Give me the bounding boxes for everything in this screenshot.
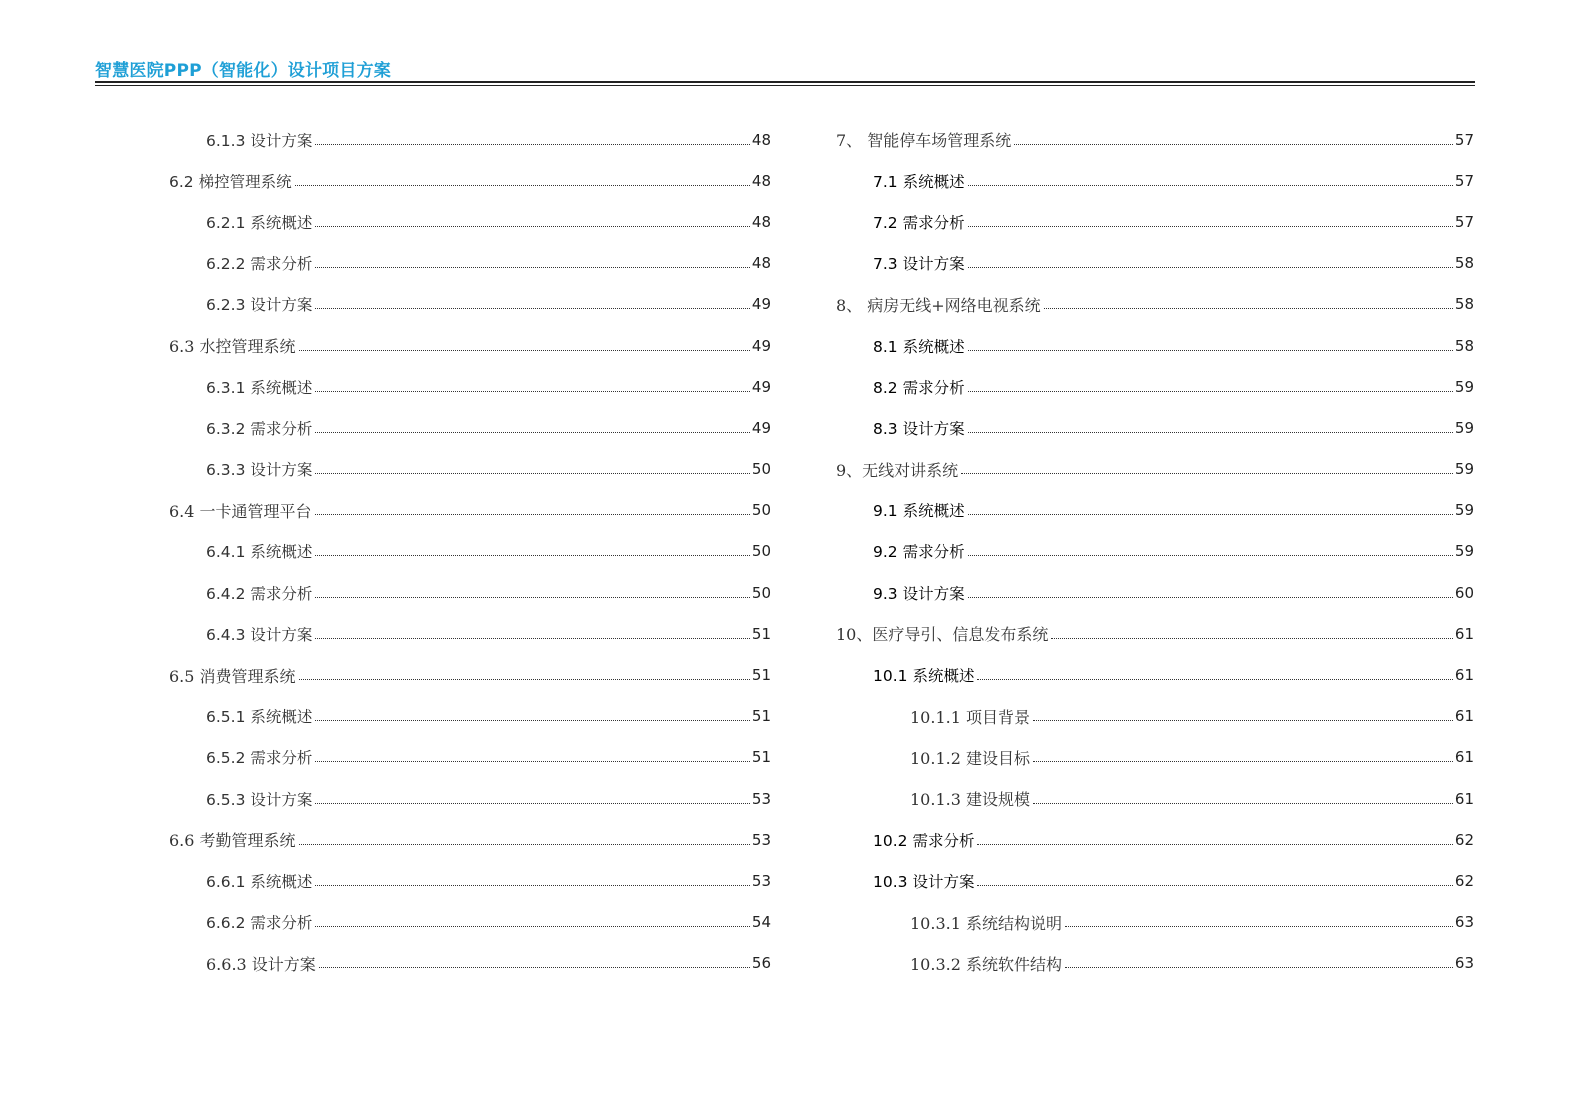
toc-dot-leader [968, 350, 1453, 351]
toc-entry[interactable] [0, 613, 1474, 654]
toc-dot-leader [1065, 926, 1453, 927]
toc-entry-label: 6.5.3 设计方案 [206, 790, 313, 809]
toc-entry-label: 6.2.2 需求分析 [206, 255, 313, 274]
toc-entry-page-number: 48 [751, 130, 771, 149]
toc-entry-label: 8、 病房无线+网络电视系统 [836, 295, 1041, 315]
toc-entry-page-number: 62 [1454, 830, 1474, 849]
toc-entry-label: 8.3 设计方案 [873, 419, 965, 438]
toc-entry-label: 6.3.2 需求分析 [206, 419, 313, 438]
toc-entry[interactable] [0, 325, 1474, 366]
toc-entry-label: 6.4.1 系统概述 [206, 543, 313, 562]
toc-entry-page-number: 61 [1454, 666, 1474, 685]
toc-entry-label: 6.6.2 需求分析 [206, 914, 313, 933]
toc-entry-page-number: 59 [1454, 460, 1474, 479]
toc-entry-label: 6.6.3 设计方案 [206, 954, 316, 974]
toc-dot-leader [968, 185, 1453, 186]
toc-entry-label: 6.5.1 系统概述 [206, 708, 313, 727]
toc-dot-leader [968, 514, 1453, 515]
toc-dot-leader [977, 885, 1452, 886]
toc-entry-page-number: 53 [751, 789, 771, 808]
toc-entry-page-number: 61 [1454, 789, 1474, 808]
toc-entry[interactable] [0, 943, 1474, 984]
toc-dot-leader [968, 267, 1453, 268]
toc-entry-page-number: 59 [1454, 377, 1474, 396]
toc-entry[interactable] [0, 737, 1474, 778]
toc-entry-page-number: 49 [751, 377, 771, 396]
toc-entry-label: 10.2 需求分析 [873, 831, 975, 850]
toc-entry[interactable] [0, 284, 1474, 325]
header-divider-thick [95, 81, 1475, 83]
toc-entry-page-number: 48 [751, 171, 771, 190]
toc-entry[interactable] [0, 407, 1474, 448]
toc-entry-label: 10.3 设计方案 [873, 872, 975, 891]
toc-entry[interactable] [0, 778, 1474, 819]
toc-entry-page-number: 59 [1454, 542, 1474, 561]
toc-entry-page-number: 57 [1454, 171, 1474, 190]
toc-entry-label: 10.1.3 建设规模 [910, 790, 1030, 810]
page-header-title: 智慧医院PPP（智能化）设计项目方案 [95, 61, 391, 81]
toc-entry-label: 7.3 设计方案 [873, 255, 965, 274]
toc-entry[interactable] [0, 243, 1474, 284]
toc-entry-page-number: 50 [751, 460, 771, 479]
toc-entry-page-number: 51 [751, 624, 771, 643]
toc-entry-label: 6.2.3 设计方案 [206, 296, 313, 315]
toc-entry-page-number: 48 [751, 212, 771, 231]
toc-entry-page-number: 50 [751, 501, 771, 520]
toc-entry-page-number: 50 [751, 542, 771, 561]
toc-entry-label: 10.1.1 项目背景 [910, 707, 1030, 727]
toc-entry-page-number: 51 [751, 666, 771, 685]
toc-entry-label: 6.2 梯控管理系统 [169, 172, 292, 191]
header-divider-thin [95, 85, 1475, 86]
toc-entry-label: 6.3 水控管理系统 [169, 337, 296, 357]
toc-entry-label: 6.6 考勤管理系统 [169, 831, 296, 851]
toc-entry[interactable] [0, 654, 1474, 695]
toc-entry-page-number: 51 [751, 707, 771, 726]
toc-entry[interactable] [0, 449, 1474, 490]
toc-entry[interactable] [0, 696, 1474, 737]
toc-entry-page-number: 62 [1454, 871, 1474, 890]
toc-dot-leader [968, 597, 1453, 598]
toc-entry[interactable] [0, 160, 1474, 201]
toc-entry[interactable] [0, 531, 1474, 572]
toc-dot-leader [1014, 144, 1453, 145]
toc-entry-label: 6.2.1 系统概述 [206, 213, 313, 232]
toc-entry-label: 6.3.3 设计方案 [206, 461, 313, 480]
toc-entry-page-number: 59 [1454, 501, 1474, 520]
toc-dot-leader [977, 844, 1452, 845]
toc-dot-leader [968, 432, 1453, 433]
toc-entry-page-number: 49 [751, 418, 771, 437]
toc-dot-leader [977, 679, 1452, 680]
toc-entry-page-number: 60 [1454, 583, 1474, 602]
toc-entry-page-number: 53 [751, 871, 771, 890]
toc-entry-page-number: 63 [1454, 913, 1474, 932]
toc-entry-page-number: 57 [1454, 212, 1474, 231]
toc-entry-label: 6.4 一卡通管理平台 [169, 501, 312, 521]
toc-right-column [0, 119, 1474, 984]
toc-entry-page-number: 58 [1454, 254, 1474, 273]
toc-entry-page-number: 53 [751, 830, 771, 849]
toc-entry[interactable] [0, 119, 1474, 160]
toc-entry-label: 10.3.1 系统结构说明 [910, 913, 1062, 933]
toc-entry-page-number: 61 [1454, 748, 1474, 767]
toc-entry-label: 8.1 系统概述 [873, 337, 965, 356]
toc-entry[interactable] [0, 366, 1474, 407]
toc-entry[interactable] [0, 490, 1474, 531]
toc-entry-label: 6.5.2 需求分析 [206, 749, 313, 768]
toc-dot-leader [1065, 967, 1453, 968]
toc-entry[interactable] [0, 860, 1474, 901]
toc-dot-leader [961, 473, 1453, 474]
toc-dot-leader [1033, 761, 1453, 762]
toc-entry-page-number: 59 [1454, 418, 1474, 437]
toc-entry-label: 6.4.3 设计方案 [206, 625, 313, 644]
toc-entry-page-number: 58 [1454, 295, 1474, 314]
toc-entry-label: 8.2 需求分析 [873, 378, 965, 397]
toc-entry-page-number: 56 [751, 954, 771, 973]
toc-entry-label: 10.1.2 建设目标 [910, 748, 1030, 768]
toc-entry-page-number: 54 [751, 913, 771, 932]
toc-entry-label: 7.1 系统概述 [873, 172, 965, 191]
toc-dot-leader [968, 226, 1453, 227]
toc-entry[interactable] [0, 201, 1474, 242]
toc-entry-label: 6.5 消费管理系统 [169, 666, 296, 686]
toc-entry-label: 6.4.2 需求分析 [206, 584, 313, 603]
toc-entry-page-number: 61 [1454, 707, 1474, 726]
toc-entry-page-number: 49 [751, 336, 771, 355]
toc-entry-label: 10.1 系统概述 [873, 667, 975, 686]
toc-entry-page-number: 63 [1454, 954, 1474, 973]
toc-entry[interactable] [0, 572, 1474, 613]
toc-dot-leader [968, 555, 1453, 556]
toc-dot-leader [1051, 638, 1453, 639]
toc-dot-leader [968, 391, 1453, 392]
toc-dot-leader [1033, 720, 1453, 721]
toc-entry-label: 10、医疗导引、信息发布系统 [836, 625, 1049, 645]
toc-entry-label: 6.6.1 系统概述 [206, 872, 313, 891]
toc-entry-label: 9.2 需求分析 [873, 543, 965, 562]
toc-entry-page-number: 51 [751, 748, 771, 767]
toc-entry-label: 9.1 系统概述 [873, 502, 965, 521]
toc-entry-page-number: 48 [751, 254, 771, 273]
toc-entry-page-number: 49 [751, 295, 771, 314]
toc-entry-page-number: 50 [751, 583, 771, 602]
toc-dot-leader [1044, 308, 1453, 309]
toc-entry-label: 6.3.1 系统概述 [206, 378, 313, 397]
toc-entry[interactable] [0, 819, 1474, 860]
toc-entry-label: 9、无线对讲系统 [836, 460, 959, 480]
toc-entry-page-number: 57 [1454, 130, 1474, 149]
toc-entry-label: 10.3.2 系统软件结构 [910, 954, 1062, 974]
toc-entry[interactable] [0, 902, 1474, 943]
toc-entry-page-number: 61 [1454, 624, 1474, 643]
toc-entry-label: 6.1.3 设计方案 [206, 131, 313, 150]
toc-entry-label: 9.3 设计方案 [873, 584, 965, 603]
toc-entry-page-number: 58 [1454, 336, 1474, 355]
toc-entry-label: 7、 智能停车场管理系统 [836, 131, 1012, 151]
toc-entry-label: 7.2 需求分析 [873, 213, 965, 232]
toc-dot-leader [1033, 803, 1453, 804]
